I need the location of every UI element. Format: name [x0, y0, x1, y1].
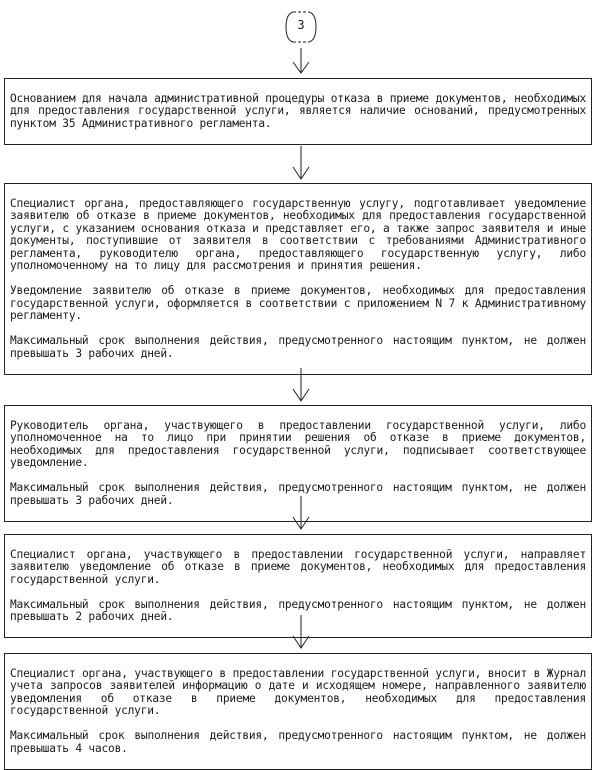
- step-3-paragraph-2: Максимальный срок выполнения действия, предусмотренного настоящим пунктом, не должен превышать 3 рабочих дней.: [10, 481, 586, 507]
- step-4-paragraph-2: Максимальный срок выполнения действия, предусмотренного настоящим пунктом, не должен превышать 2 рабочих дней.: [10, 597, 586, 623]
- flow-arrow-down-icon: [289, 146, 313, 180]
- step-5-paragraph-2: Максимальный срок выполнения действия, предусмотренного настоящим пунктом, не должен превышать 4 часов.: [10, 729, 586, 755]
- step-2-paragraph-3: Максимальный срок выполнения действия, предусмотренного настоящим пунктом, не должен превышать 3 рабочих дней.: [10, 334, 586, 360]
- process-step-2: [4, 183, 592, 375]
- connector-label: 3: [297, 18, 305, 32]
- connector-symbol: [283, 8, 319, 46]
- process-step-1: [4, 78, 592, 145]
- flow-arrow-down-icon: [289, 496, 313, 530]
- step-2-paragraph-1: Специалист органа, предоставляющего государственную услугу, подготавливает уведомление заявителю об отказе в приеме документов, необходимых для предоставления государственной услуги, с указанием основания отказа и представляет его, а также запрос заявителя и иные документы, поступившие от заявителя в соответствии с требованиями Административного регламента, руководителю органа, предоставляющего государственную услугу, либо уполномоченному на то лицу для рассмотрения и принятия решения.: [10, 196, 586, 272]
- step-2-paragraph-2: Уведомление заявителю об отказе в приеме документов, необходимых для предоставления государственной услуги, оформляется в соответствии с приложением N 7 к Административному регламенту.: [10, 284, 586, 322]
- step-5-paragraph-1: Специалист органа, участвующего в предоставлении государственной услуги, вносит в Журнал учета запросов заявителей информацию о дате и исходящем номере, направленного заявителю уведомления об отказе в приеме документов, необходимых для предоставления государственной услуги.: [10, 666, 586, 717]
- flow-arrow-down-icon: [289, 368, 313, 402]
- process-step-5: [4, 653, 592, 770]
- flow-arrow-down-icon: [289, 48, 313, 74]
- step-3-paragraph-1: Руководитель органа, участвующего в предоставлении государственной услуги, либо уполномоченное на то лицо при принятии решения об отказе в приеме документов, необходимых для предоставления государственной услуги, подписывает соответствующее уведомление.: [10, 418, 586, 469]
- flow-arrow-down-icon: [289, 615, 313, 649]
- step-1-paragraph-1: Основанием для начала административной процедуры отказа в приеме документов, необходимых для предоставления государственной услуги, является наличие оснований, предусмотренных пунктом 35 Административного регламента.: [10, 91, 586, 130]
- step-4-paragraph-1: Специалист органа, участвующего в предоставлении государственной услуги, направляет заявителю уведомление об отказе в приеме документов, необходимых для предоставления государственной услуги.: [10, 547, 586, 586]
